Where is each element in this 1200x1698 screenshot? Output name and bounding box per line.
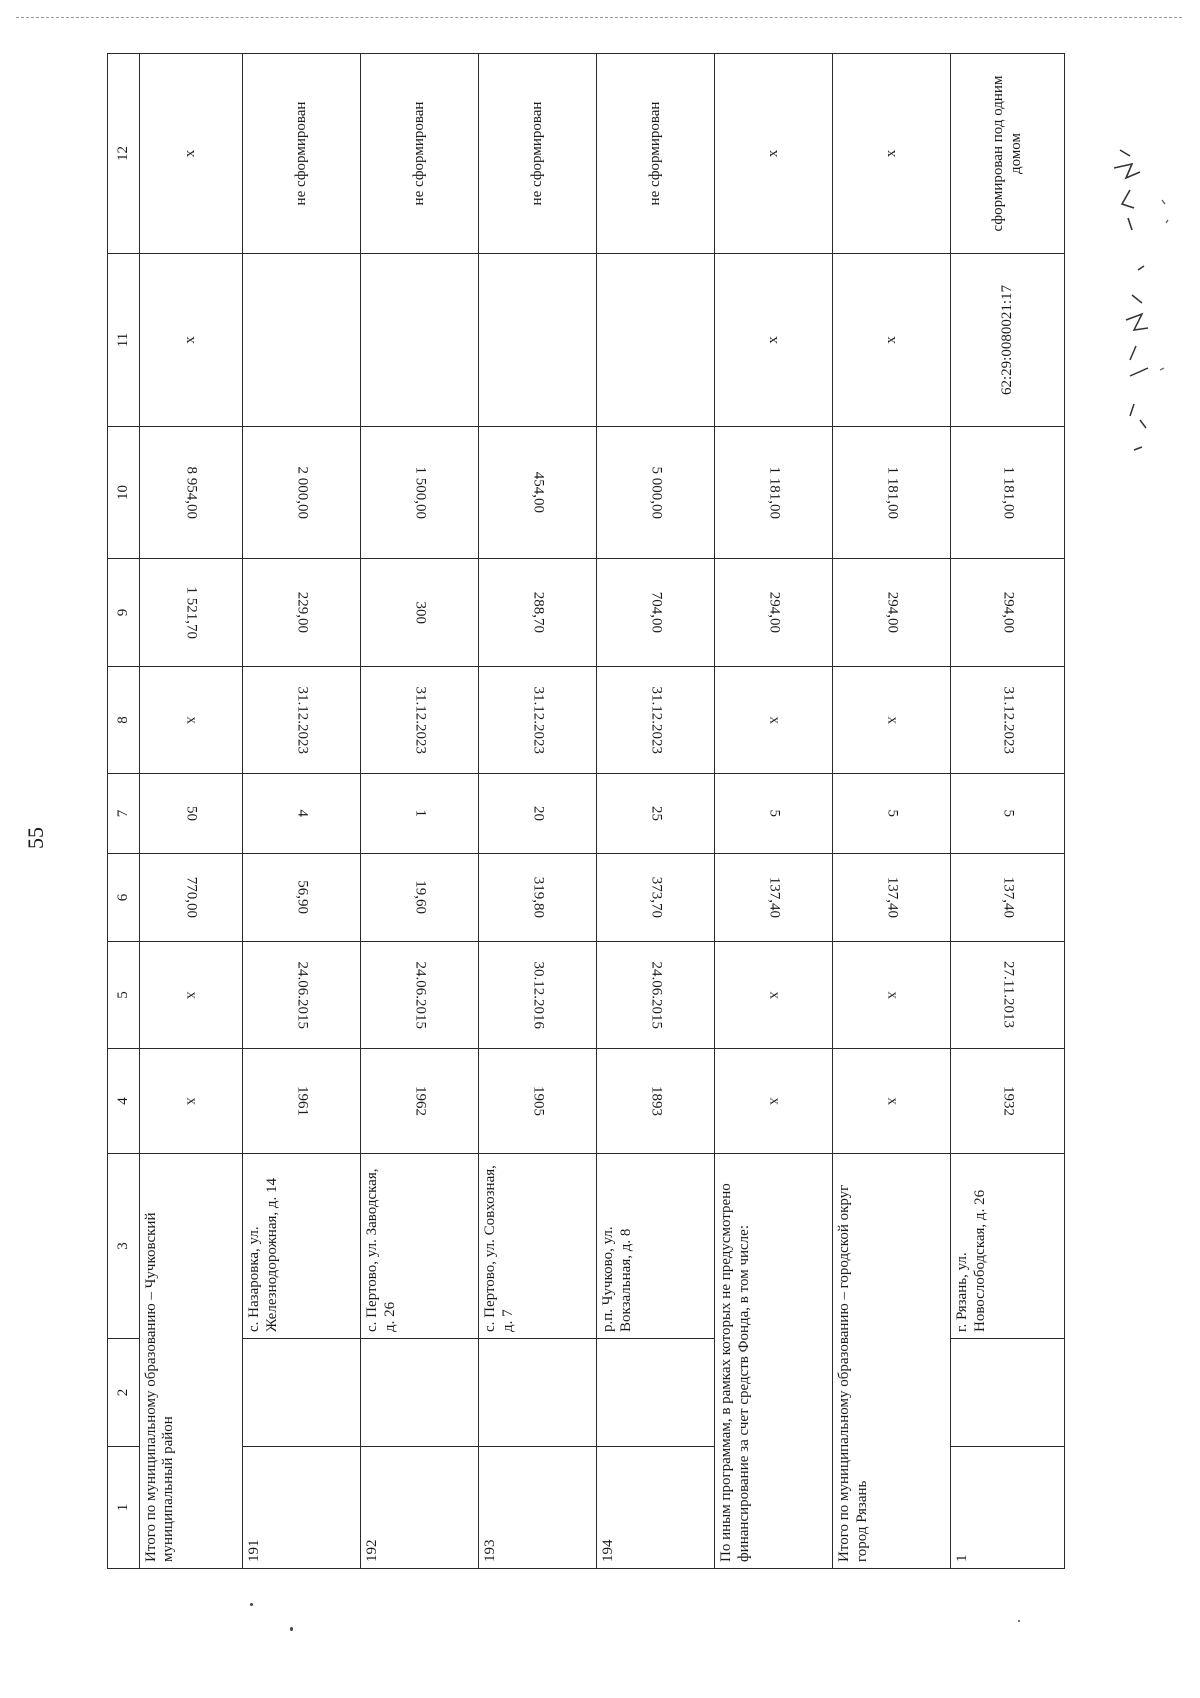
cell-col-2: [479, 1339, 597, 1447]
planned-date-cell-text: x: [884, 716, 901, 724]
address-cell: с. Назаровка, ул. Железнодорожная, д. 14: [243, 1154, 361, 1339]
land-area-cell: [715, 559, 833, 667]
area-cell: [951, 854, 1065, 942]
land-area-cell-text: 294,00: [884, 591, 901, 634]
land-area-cell: [139, 559, 243, 667]
row-number: 191: [243, 1447, 361, 1569]
column-header: 12: [108, 54, 140, 254]
land-area-cell: [951, 559, 1065, 667]
planned-date-cell-text: 31.12.2023: [294, 686, 311, 754]
recognition-date-cell-text: 24.06.2015: [294, 961, 311, 1029]
area-cell-text: 373,70: [648, 876, 665, 919]
cost-cell-text: 1 181,00: [1000, 466, 1017, 519]
planned-date-cell: [833, 667, 951, 774]
table-row: [479, 54, 597, 1569]
table-row: [951, 54, 1065, 1569]
planned-date-cell: [243, 667, 361, 774]
planned-date-cell: [361, 667, 479, 774]
summary-row: [139, 54, 243, 1569]
residents-cell-text: 5: [1000, 809, 1017, 818]
residents-cell: [479, 774, 597, 854]
rotated-table-wrapper: [107, 54, 1065, 1569]
cadastral-number-cell: x: [139, 254, 243, 427]
residents-cell-text: 1: [412, 809, 429, 818]
recognition-date-cell-text: x: [766, 991, 783, 999]
residents-cell: [833, 774, 951, 854]
summary-label: Итого по муниципальному образованию – городской округ город Рязань: [833, 1154, 951, 1569]
cost-cell: [479, 427, 597, 559]
year-built-cell: [597, 1049, 715, 1154]
cadastral-number-cell: x: [833, 254, 951, 427]
area-cell-text: 137,40: [1000, 876, 1017, 919]
planned-date-cell: [597, 667, 715, 774]
address-cell: с. Пертово, ул. Заводская, д. 26: [361, 1154, 479, 1339]
area-cell-text: 770,00: [183, 876, 200, 919]
residents-cell-text: 5: [766, 809, 783, 818]
column-header: 11: [108, 254, 140, 427]
year-built-cell: [479, 1049, 597, 1154]
table-row: [597, 54, 715, 1569]
cost-cell: [597, 427, 715, 559]
land-area-cell-text: 300: [412, 601, 429, 624]
column-header: 1: [108, 1447, 140, 1569]
year-built-cell: [139, 1049, 243, 1154]
recognition-date-cell-text: x: [183, 991, 200, 999]
cell-col-2: [361, 1339, 479, 1447]
page-number: 55: [23, 827, 48, 849]
area-cell: [243, 854, 361, 942]
cost-cell-text: 2 000,00: [294, 466, 311, 519]
year-built-cell-text: 1932: [1000, 1086, 1017, 1116]
cost-cell-text: 5 000,00: [648, 466, 665, 519]
area-cell-text: 319,80: [530, 876, 547, 919]
cost-cell-text: 454,00: [530, 471, 547, 514]
residents-cell: [597, 774, 715, 854]
address-cell: р.п. Чучково, ул. Вокзальная, д. 8: [597, 1154, 715, 1339]
recognition-date-cell: [243, 942, 361, 1049]
recognition-date-cell: [139, 942, 243, 1049]
summary-label: По иным программам, в рамках которых не предусмотрено финансирование за счет средств Фонда, в том числе:: [715, 1154, 833, 1569]
column-header: 8: [108, 667, 140, 774]
area-cell-text: 137,40: [884, 876, 901, 919]
row-number: 193: [479, 1447, 597, 1569]
year-built-cell-text: x: [183, 1097, 200, 1105]
year-built-cell-text: 1905: [530, 1086, 547, 1116]
land-status-cell: не сформирован: [243, 54, 361, 254]
summary-row: [833, 54, 951, 1569]
cell-col-2: [951, 1339, 1065, 1447]
recognition-date-cell-text: 27.11.2013: [1000, 961, 1017, 1029]
recognition-date-cell: [833, 942, 951, 1049]
residents-cell: [951, 774, 1065, 854]
land-area-cell: [833, 559, 951, 667]
area-cell-text: 19,60: [412, 880, 429, 915]
recognition-date-cell-text: 24.06.2015: [412, 961, 429, 1029]
residents-cell-text: 25: [648, 806, 665, 821]
area-cell: [715, 854, 833, 942]
land-status-cell: сформирован под одним домом: [951, 54, 1065, 254]
scan-speck: [1018, 1620, 1020, 1622]
column-header: 5: [108, 942, 140, 1049]
cost-cell: [833, 427, 951, 559]
residents-cell-text: 50: [183, 806, 200, 821]
cadastral-number-cell: [479, 254, 597, 427]
land-status-cell: x: [139, 54, 243, 254]
residents-cell: [715, 774, 833, 854]
column-header: 4: [108, 1049, 140, 1154]
land-status-cell: не сформирован: [597, 54, 715, 254]
column-header: 3: [108, 1154, 140, 1339]
land-area-cell-text: 294,00: [766, 591, 783, 634]
housing-register-table: [107, 53, 1065, 1569]
recognition-date-cell: [715, 942, 833, 1049]
cost-cell: [951, 427, 1065, 559]
cell-col-2: [597, 1339, 715, 1447]
land-status-cell: x: [833, 54, 951, 254]
top-scan-rule: [16, 17, 1182, 18]
area-cell: [139, 854, 243, 942]
area-cell-text: 56,90: [294, 880, 311, 915]
planned-date-cell-text: x: [183, 716, 200, 724]
cadastral-number-cell: x: [715, 254, 833, 427]
recognition-date-cell-text: x: [884, 991, 901, 999]
recognition-date-cell: [361, 942, 479, 1049]
year-built-cell: [361, 1049, 479, 1154]
year-built-cell: [715, 1049, 833, 1154]
year-built-cell: [951, 1049, 1065, 1154]
planned-date-cell-text: 31.12.2023: [530, 686, 547, 754]
recognition-date-cell-text: 24.06.2015: [648, 961, 665, 1029]
summary-row: [715, 54, 833, 1569]
recognition-date-cell: [597, 942, 715, 1049]
header-row: [108, 54, 140, 1569]
cost-cell-text: 8 954,00: [183, 466, 200, 519]
cost-cell: [361, 427, 479, 559]
column-header: 6: [108, 854, 140, 942]
residents-cell: [243, 774, 361, 854]
cadastral-number-cell: [361, 254, 479, 427]
column-header: 2: [108, 1339, 140, 1447]
year-built-cell-text: 1962: [412, 1086, 429, 1116]
year-built-cell-text: x: [884, 1097, 901, 1105]
area-cell-text: 137,40: [766, 876, 783, 919]
residents-cell-text: 20: [530, 806, 547, 821]
land-area-cell: [597, 559, 715, 667]
scan-speck: [290, 1627, 293, 1631]
planned-date-cell: [479, 667, 597, 774]
planned-date-cell: [951, 667, 1065, 774]
area-cell: [597, 854, 715, 942]
column-header: 7: [108, 774, 140, 854]
year-built-cell: [833, 1049, 951, 1154]
planned-date-cell-text: 31.12.2023: [1000, 686, 1017, 754]
cost-cell: [715, 427, 833, 559]
year-built-cell-text: 1893: [648, 1086, 665, 1116]
cost-cell: [243, 427, 361, 559]
cost-cell-text: 1 500,00: [412, 466, 429, 519]
land-area-cell: [479, 559, 597, 667]
planned-date-cell: [715, 667, 833, 774]
land-area-cell-text: 294,00: [1000, 591, 1017, 634]
cadastral-number-cell: 62:29:0080021:17: [951, 254, 1065, 427]
cost-cell-text: 1 181,00: [766, 466, 783, 519]
planned-date-cell-text: x: [766, 716, 783, 724]
recognition-date-cell: [479, 942, 597, 1049]
row-number: 194: [597, 1447, 715, 1569]
column-header: 9: [108, 559, 140, 667]
recognition-date-cell-text: 30.12.2016: [530, 961, 547, 1029]
recognition-date-cell: [951, 942, 1065, 1049]
land-status-cell: x: [715, 54, 833, 254]
signature-mark: [1090, 120, 1180, 480]
table-row: [361, 54, 479, 1569]
land-status-cell: не сформирован: [361, 54, 479, 254]
year-built-cell-text: x: [766, 1097, 783, 1105]
column-header: 10: [108, 427, 140, 559]
area-cell: [833, 854, 951, 942]
residents-cell-text: 4: [294, 809, 311, 818]
address-cell: с. Пертово, ул. Совхозная, д. 7: [479, 1154, 597, 1339]
planned-date-cell-text: 31.12.2023: [648, 686, 665, 754]
summary-label: Итого по муниципальному образованию – Чучковский муниципальный район: [139, 1154, 243, 1569]
row-number: 1: [951, 1447, 1065, 1569]
residents-cell: [139, 774, 243, 854]
residents-cell: [361, 774, 479, 854]
area-cell: [361, 854, 479, 942]
year-built-cell-text: 1961: [294, 1086, 311, 1116]
scan-speck: [250, 1603, 253, 1606]
planned-date-cell-text: 31.12.2023: [412, 686, 429, 754]
cost-cell-text: 1 181,00: [884, 466, 901, 519]
land-area-cell-text: 229,00: [294, 591, 311, 634]
land-area-cell-text: 704,00: [648, 591, 665, 634]
planned-date-cell: [139, 667, 243, 774]
cadastral-number-cell: [597, 254, 715, 427]
land-status-cell: не сформирован: [479, 54, 597, 254]
land-area-cell: [243, 559, 361, 667]
cadastral-number-cell: [243, 254, 361, 427]
address-cell: г. Рязань, ул. Новослободская, д. 26: [951, 1154, 1065, 1339]
land-area-cell-text: 288,70: [530, 591, 547, 634]
cost-cell: [139, 427, 243, 559]
land-area-cell-text: 1 521,70: [183, 586, 200, 639]
table-row: [243, 54, 361, 1569]
year-built-cell: [243, 1049, 361, 1154]
area-cell: [479, 854, 597, 942]
land-area-cell: [361, 559, 479, 667]
row-number: 192: [361, 1447, 479, 1569]
residents-cell-text: 5: [884, 809, 901, 818]
cell-col-2: [243, 1339, 361, 1447]
